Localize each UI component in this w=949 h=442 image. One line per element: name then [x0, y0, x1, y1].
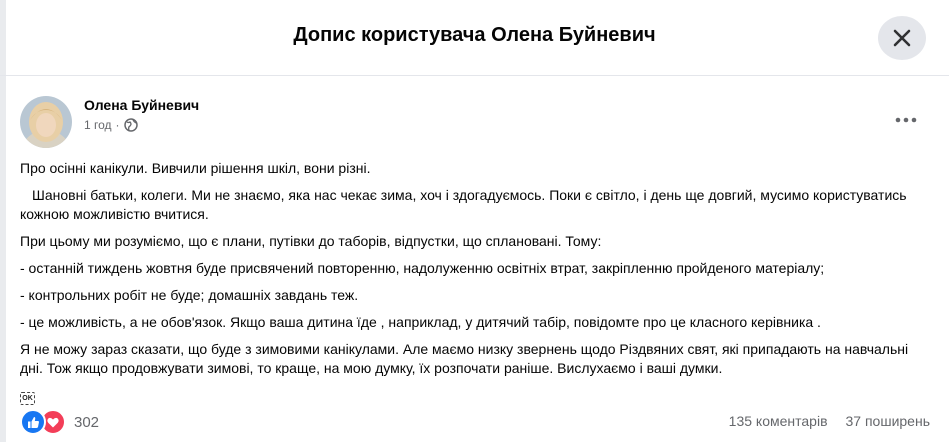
dialog-title: Допис користувача Олена Буйневич [293, 24, 656, 46]
reactions-summary[interactable] [20, 409, 99, 435]
dialog-header [0, 0, 949, 76]
post-meta [84, 118, 138, 132]
post-paragraph: Я не можу зараз сказати, що буде з зимовими канікулами. Але маємо низку звернень щодо Різдвяних свят, які припадають на навчальні дні. Тож якщо продовжувати зимові, то краще, на мою думку, їх розпочати раніше. Вислухаємо і ваші думки. [20, 341, 909, 376]
author-name[interactable]: Олена Буйневич [84, 97, 200, 113]
post-text [20, 159, 930, 405]
more-icon [895, 117, 917, 123]
shares-count[interactable]: 37 поширень [845, 413, 930, 429]
emoji-line [20, 386, 930, 405]
close-button[interactable] [878, 16, 926, 60]
ok-emoji: OK [20, 392, 35, 405]
close-icon [892, 28, 912, 48]
reactions-count: 302 [74, 413, 100, 431]
post-header [20, 96, 930, 152]
meta-separator: · [115, 118, 120, 132]
post-paragraph: При цьому ми розуміємо, що є плани, путівки до таборів, відпустки, що сплановані. Тому: [20, 233, 602, 249]
post-footer [20, 409, 930, 435]
post-paragraph: Про осінні канікули. Вивчили рішення шкіл, вони різні. [20, 160, 371, 176]
post-paragraph: - це можливість, а не обов'язок. Якщо ваша дитина їде , наприклад, у дитячий табір, повідомте про це класного керівника . [20, 314, 821, 330]
post-paragraph: Шановні батьки, колеги. Ми не знаємо, яка нас чекає зима, хоч і здогадуємось. Поки є світло, і день ще довгий, мусимо користуватись кожною можливістю вчитися. [20, 187, 907, 222]
globe-icon[interactable] [124, 118, 138, 132]
post-paragraph: - останній тиждень жовтня буде присвячений повторенню, надолуженню освітніх втрат, закріпленню пройденого матеріалу; [20, 260, 825, 276]
more-options-button[interactable] [886, 104, 926, 136]
post-paragraph: - контрольних робіт не буде; домашніх завдань теж. [20, 287, 359, 303]
like-icon [20, 409, 46, 435]
post-stats [729, 413, 930, 429]
comments-count[interactable]: 135 коментарів [728, 413, 828, 429]
avatar[interactable] [20, 96, 72, 148]
post-time[interactable]: 1 год [84, 118, 112, 132]
